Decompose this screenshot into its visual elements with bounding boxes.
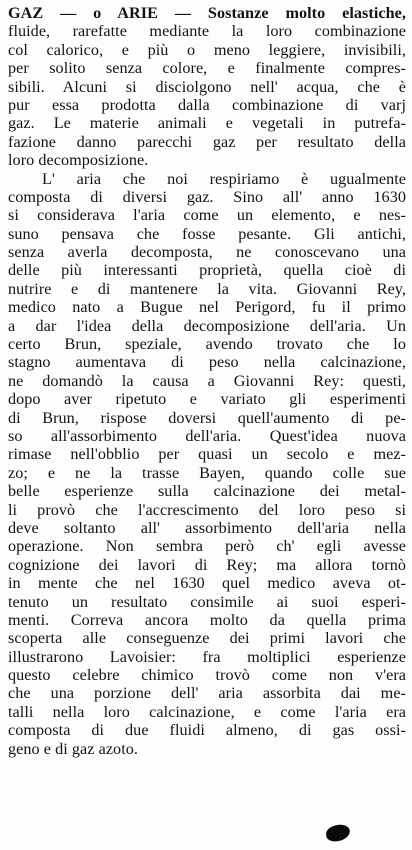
- article-line: gaz. Le materie animali e vegetali in putrefa-: [8, 114, 406, 133]
- article-line: che una porzione dell' aria assorbita dai me-: [8, 684, 406, 703]
- article-line: fazione danno parecchi gaz per resultato della: [8, 132, 406, 151]
- article-line: fluide, rarefatte mediante la loro combinazione: [8, 22, 406, 41]
- article-line: senza averla decomposta, ne conoscevano una: [8, 243, 406, 262]
- article-line: L' aria che noi respiriamo è ugualmente: [42, 169, 406, 188]
- article-line: composta di due fluidi almeno, di gas ossi-: [8, 721, 406, 740]
- article-line: si considerava l'aria come un elemento, e nes-: [8, 206, 406, 225]
- article-line: medico nato a Bugue nel Perigord, fu il primo: [8, 298, 406, 317]
- article-line: deve soltanto all' assorbimento dell'aria nella: [8, 518, 406, 537]
- article-line: operazione. Non sembra però ch' egli avesse: [8, 537, 406, 556]
- article-line: zo; e ne la trasse Bayen, quando colle sue: [8, 463, 406, 482]
- ink-blot: [325, 823, 351, 842]
- article-line: tenuto un resultato consimile ai suoi esperi-: [8, 592, 406, 611]
- article-line: scoperta alle conseguenze dei primi lavori che: [8, 629, 406, 648]
- article-line: pur essa prodotta dalla combinazione di varj: [8, 95, 406, 114]
- article-line: ne domandò la causa a Giovanni Rey: questi,: [8, 371, 406, 390]
- article-line: stagno aumentava di peso nella calcinazione,: [8, 353, 406, 372]
- article-line: per solito senza colore, e finalmente compres-: [8, 59, 406, 78]
- article-line: so all'assorbimento dell'aria. Quest'idea nuova: [8, 426, 406, 445]
- article-line: certo Brun, speziale, avendo trovato che lo: [8, 335, 406, 354]
- article-line: a dar l'idea della decomposizione dell'aria. Un: [8, 316, 406, 335]
- article-line: col calorico, e più o meno leggiere, invisibili,: [8, 40, 406, 59]
- article-line: cognizione dei lavori di Rey; ma allora tornò: [8, 555, 406, 574]
- article-line: illustrarono Lavoisier: fra moltiplici esperienze: [8, 647, 406, 666]
- article-line: li provò che l'accrescimento del loro peso si: [8, 500, 406, 519]
- article-line: loro decomposizione.: [8, 151, 149, 170]
- article-line: talli nella loro calcinazione, e come l'aria era: [8, 702, 406, 721]
- article-line: in mente che nel 1630 quel medico aveva ot-: [8, 574, 406, 593]
- article-line: rimase nell'obblio per quasi un secolo e mez-: [8, 445, 406, 464]
- article-line: geno e di gaz azoto.: [8, 739, 138, 758]
- article-line: belle esperienze sulla calcinazione dei metal-: [8, 482, 406, 501]
- article-line: composta di diversi gaz. Sino all' anno 1630: [8, 187, 406, 206]
- article-line: suno pensava che fosse pesante. Gli antichi,: [8, 224, 406, 243]
- article-line: questo celebre chimico trovò come non v'era: [8, 666, 406, 685]
- article-line: dopo aver ripetuto e variato gli esperimenti: [8, 390, 406, 409]
- article-line: nutrire e di mantenere la vita. Giovanni Rey,: [8, 279, 406, 298]
- article-line: sibili. Alcuni si disciolgono nell' acqua, che è: [8, 77, 406, 96]
- article-line: GAZ — o ARIE — Sostanze molto elastiche,: [8, 4, 406, 22]
- article-line: menti. Correva ancora molto da quella prima: [8, 610, 406, 629]
- article-line: delle più interessanti proprietà, quella cioè di: [8, 261, 406, 280]
- article-column: [8, 4, 406, 758]
- article-line: di Brun, rispose doversi quell'aumento di pe-: [8, 408, 406, 427]
